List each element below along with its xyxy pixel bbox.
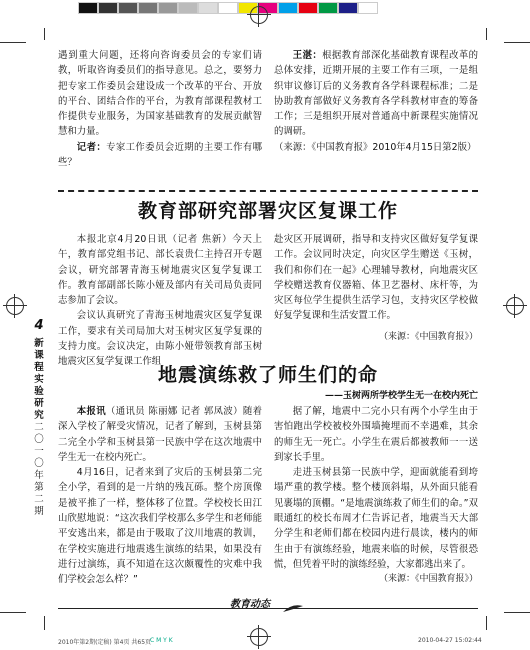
article2-title: 地震演练救了师生们的命 bbox=[157, 364, 378, 386]
article2-paragraph: 据了解，地震中二完小只有两个小学生由于害怕跑出学校被校外围墙掩埋而不幸遇难，其余的师生无一死亡。小学生在震后都被教师一一送到家长手里。 bbox=[274, 406, 478, 463]
crop-mark bbox=[504, 612, 530, 613]
color-swatch bbox=[98, 2, 118, 14]
color-swatch bbox=[158, 2, 178, 14]
registration-mark-left bbox=[6, 297, 24, 315]
interviewer-question: 专家工作委员会近期的主要工作有哪些？ bbox=[58, 141, 262, 169]
section-divider bbox=[58, 190, 478, 192]
color-swatch bbox=[78, 2, 98, 14]
article2-right-column bbox=[274, 404, 478, 587]
crop-mark bbox=[504, 42, 530, 43]
color-swatch bbox=[198, 2, 218, 14]
journal-name: 新课程实验研究 bbox=[34, 338, 44, 421]
color-swatch bbox=[118, 2, 138, 14]
article2-paragraph: （通讯员 陈丽娜 记者 郭凤波）随着深入学校了解受灾情况，记者了解到，玉树县第二完全小学和玉树县第一民族中学在这次地震中学生无一在校内死亡。 bbox=[58, 406, 262, 463]
quill-icon bbox=[282, 598, 304, 606]
footer-cmyk: C M Y K bbox=[150, 637, 173, 644]
registration-mark-right bbox=[506, 297, 524, 315]
top-right-source: （来源：《中国教育报》2010年4月15日第2版） bbox=[274, 141, 477, 153]
respondent-label: 王湛： bbox=[292, 50, 323, 61]
article2-subtitle: ——玉树两所学校学生无一在校内死亡 bbox=[324, 391, 478, 401]
crop-mark bbox=[486, 28, 487, 40]
color-swatch bbox=[298, 2, 318, 14]
respondent-answer: 根据教育部深化基础教育课程改革的总体安排，近期开展的主要工作有三项，一是组织审议修订后的义务教育各学科课程标准；二是协助教育部做好义务教育各学科教材审查的筹备工作；三是组织开展对普通高中新课程实施情况的调研。 bbox=[274, 50, 478, 138]
color-swatch bbox=[358, 2, 378, 14]
crop-mark bbox=[44, 616, 45, 630]
article1-paragraph: 会议认真研究了青海玉树地震灾区复学复课工作，要求有关司局加大对玉树灾区复学复课的支持力度。会议决定，由陈小娅带领教育部玉树地震灾区复学复课工作组 bbox=[58, 310, 262, 368]
footer-section-label: 教育动态 bbox=[230, 599, 270, 610]
article2-source: （来源：《中国教育报》） bbox=[378, 574, 478, 585]
registration-mark-top bbox=[250, 6, 268, 24]
interviewer-label: 记者： bbox=[76, 141, 107, 153]
article1-paragraph: 本报北京4月20日讯（记者 焦新）今天上午，教育部党组书记、部长袁贵仁主持召开专题会议，研究部署青海玉树地震灾区复学复课工作。教育部副部长陈小娅及部内有关司局负责同志参加了会议。 bbox=[58, 234, 262, 307]
crop-mark bbox=[44, 28, 45, 40]
article2-paragraph: 4月16日，记者来到了灾后的玉树县第二完全小学，看到的是一片纳的残瓦砾。整个房顶像是被平推了一样，整体移了位置。学校校长田江山欣慰地说：“这次我们学校那么多学生和老师能平安逃出来，都是由于吸取了汶川地震的教训，在学校实施进行地震逃生演练的结果，如果没有进行过演练，真不知道在这次颇覆性的灾难中我们学校会怎么样？” bbox=[58, 467, 262, 586]
article1-left-column bbox=[58, 232, 262, 370]
crop-mark bbox=[0, 612, 26, 613]
registration-mark-bottom bbox=[250, 628, 268, 646]
article2-left-column bbox=[58, 404, 262, 588]
color-swatch bbox=[278, 2, 298, 14]
top-right-column bbox=[274, 48, 478, 155]
footer-file-info: 2010年第2期(定稿) 第4页 共65页 bbox=[58, 639, 152, 646]
article1-source: （来源：《中国教育报》） bbox=[378, 331, 478, 342]
crop-mark bbox=[0, 42, 26, 43]
article1-right-column bbox=[274, 232, 478, 345]
color-swatch bbox=[218, 2, 238, 14]
top-left-column bbox=[58, 48, 262, 170]
footer-timestamp: 2010-04-27 15:02:44 bbox=[418, 637, 482, 644]
article1-paragraph: 赴灾区开展调研，指导和支持灾区做好复学复课工作。会议同时决定，向灾区学生赠送《玉树，我们和你们在一起》心理辅导教材，向地震灾区学校赠送教育仪器箱、体卫艺器材、床杆等，为灾区每位学生提供生活学习包，支持灾区学校做好复学复课和生活安置工作。 bbox=[274, 234, 478, 322]
article2-lead: 本报讯 bbox=[76, 406, 107, 417]
footer-rule bbox=[58, 608, 478, 609]
issue-label: 二〇一〇年 第二期 bbox=[34, 422, 44, 517]
article2-paragraph: 走进玉树县第一民族中学，迎面就能看到垮塌严重的教学楼。整个楼顶斜塌，从外面只能看见裹塌的顶棚。“是地震演练救了师生们的命。”双眼通红的校长布周才仁告诉记者，地震当天大部分学生和老师们都在校园内进行晨读，楼内的师生由于有演练经验，地震来临的时候，尽管很恐慌，但凭着平时的演练经验，大家都逃出来了。 bbox=[274, 467, 478, 570]
color-swatch bbox=[318, 2, 338, 14]
color-swatch bbox=[178, 2, 198, 14]
color-bars bbox=[78, 2, 378, 14]
color-swatch bbox=[338, 2, 358, 14]
top-left-paragraph: 遇到重大问题，还将向咨询委员会的专家们请教，听取咨询委员们的指导意见。总之，要努力把专家工作委员会建设成一个改革的平台、开放的平台、团结合作的平台，为教育部课程教材工作提供专业服务，为国家基础教育的发展贡献智慧和力量。 bbox=[58, 50, 262, 138]
crop-mark bbox=[486, 616, 487, 630]
article1-title: 教育部研究部署灾区复课工作 bbox=[137, 200, 398, 222]
page-number: 4 bbox=[34, 318, 44, 333]
color-swatch bbox=[138, 2, 158, 14]
